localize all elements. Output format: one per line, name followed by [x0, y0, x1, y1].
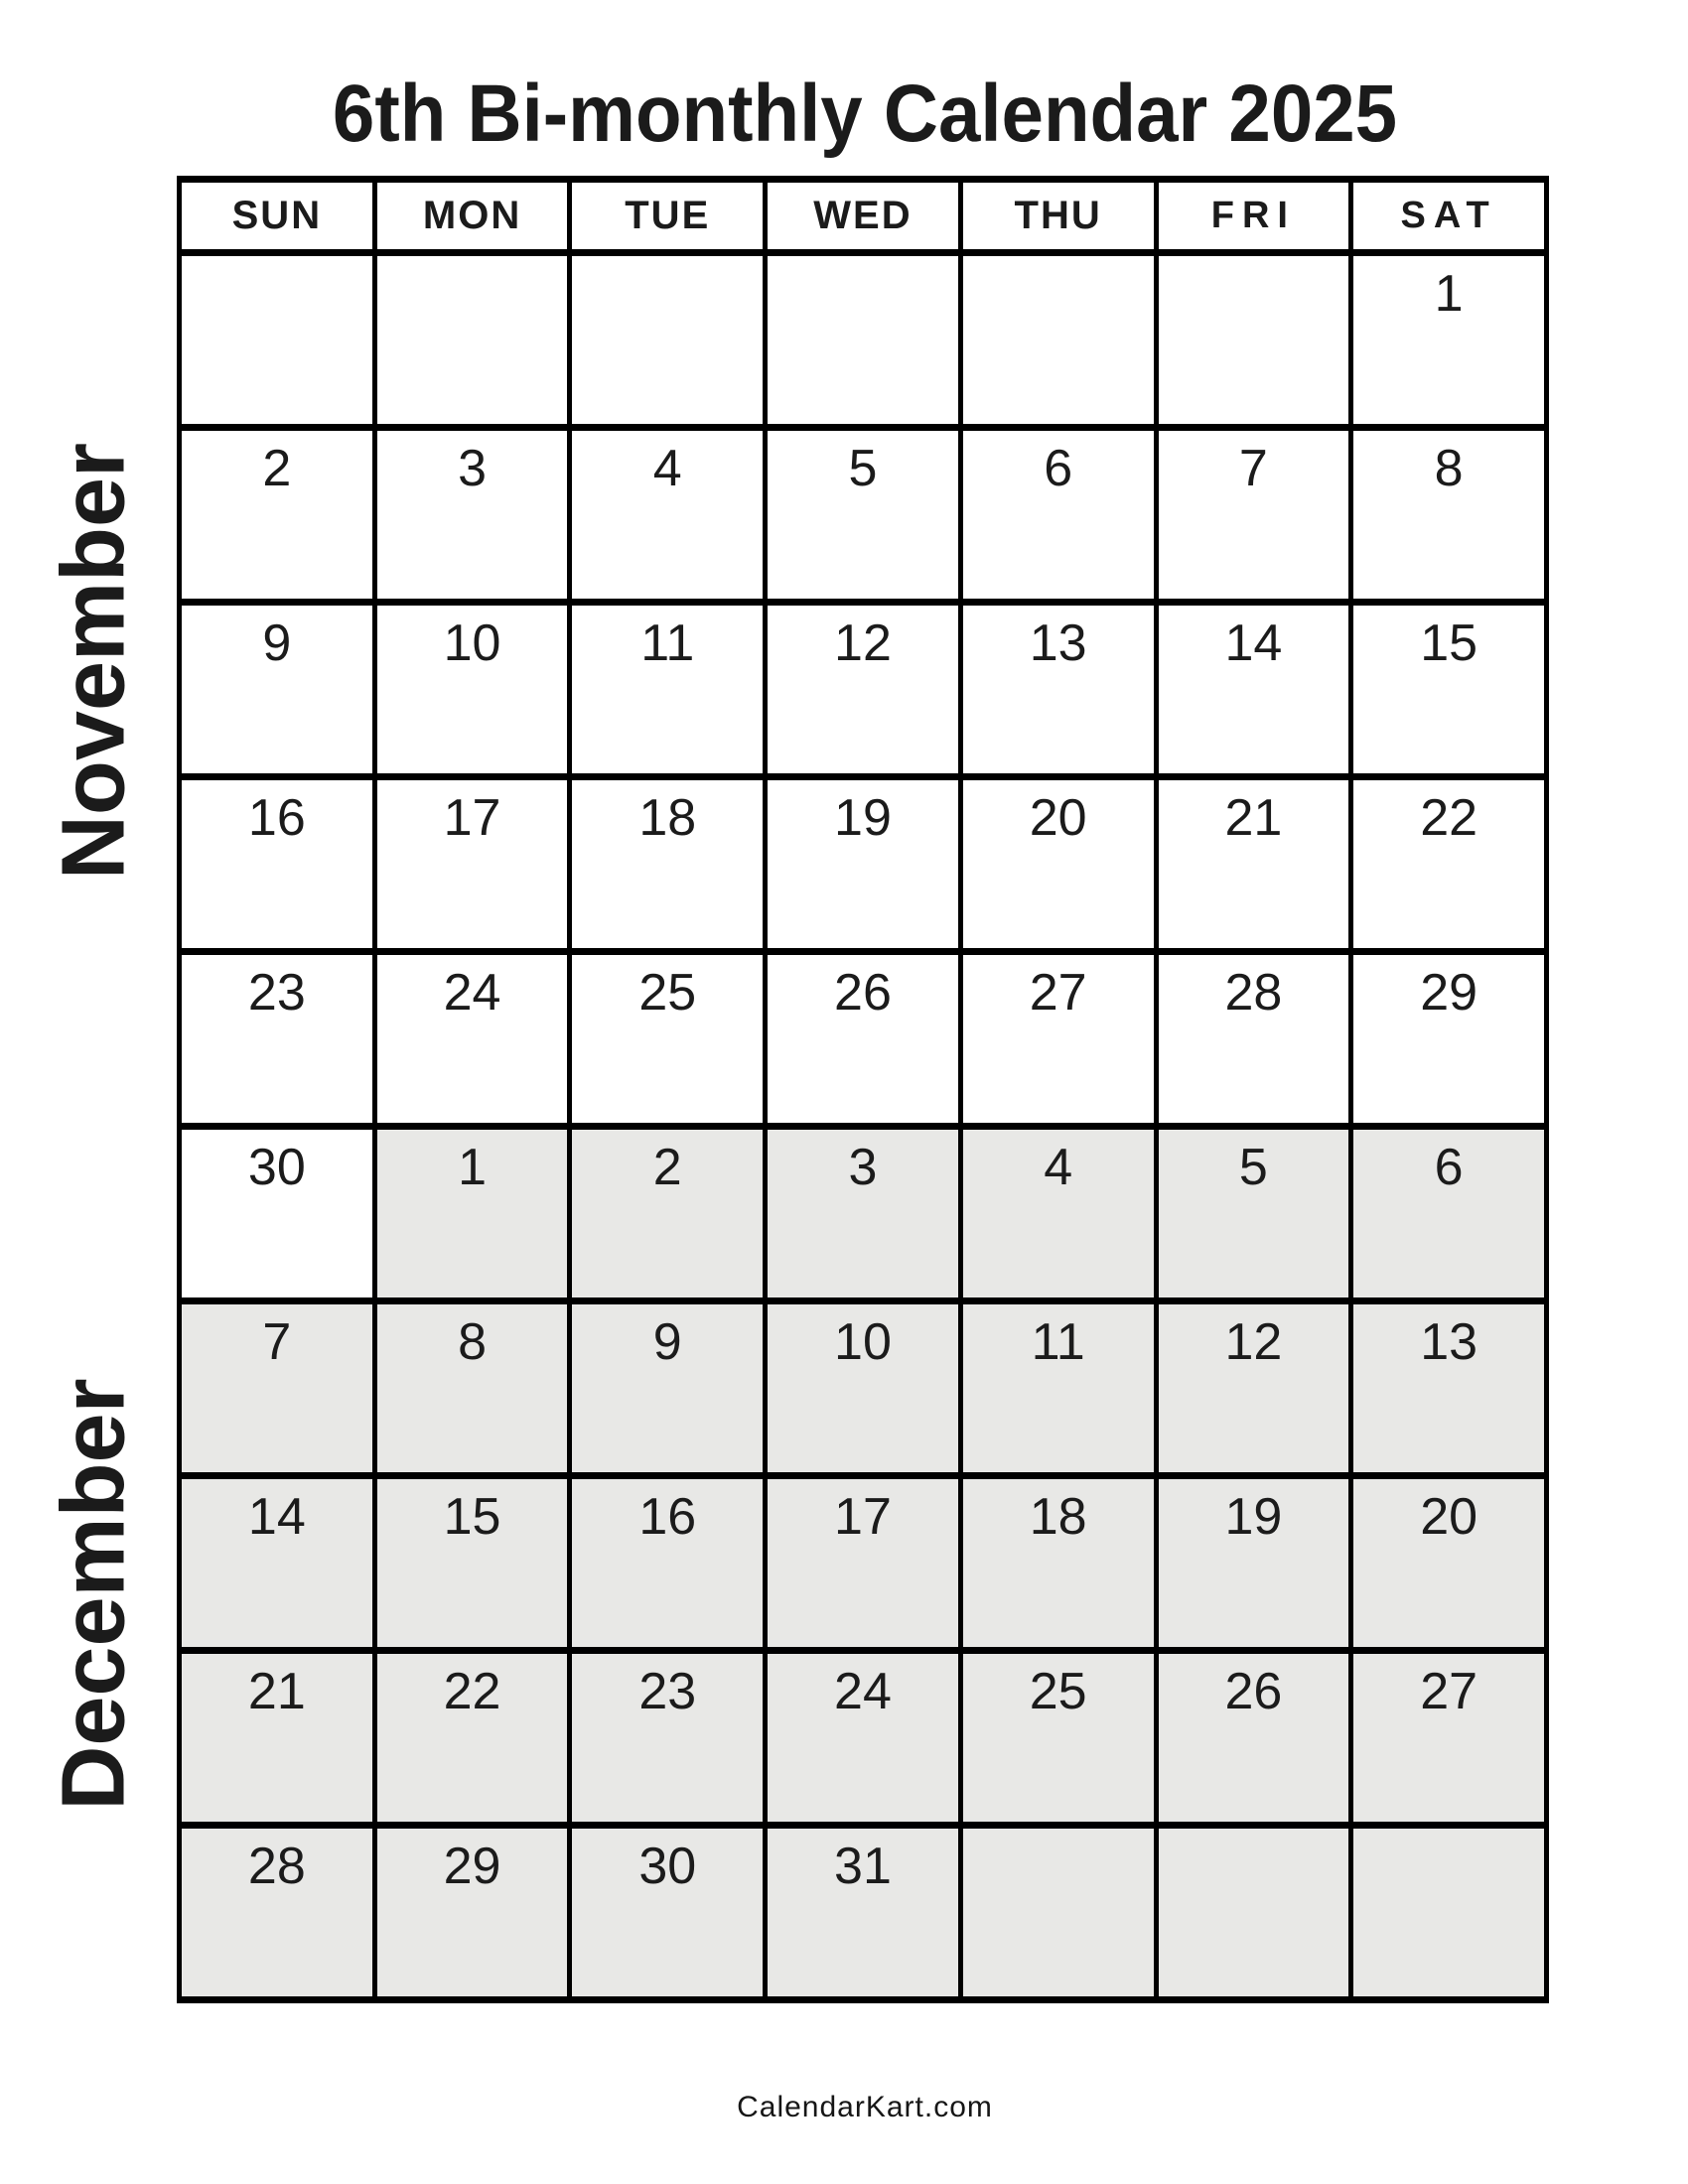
day-cell-dec-3: 3: [766, 1127, 961, 1301]
calendar-week-row: [180, 777, 1547, 952]
calendar-week-row: [180, 1826, 1547, 2000]
footer-watermark: CalendarKart.com: [737, 2091, 993, 2123]
day-cell-dec-29: 29: [374, 1826, 570, 2000]
day-cell-nov-26: 26: [766, 952, 961, 1127]
day-cell-dec-10: 10: [766, 1301, 961, 1476]
day-cell-dec-25: 25: [960, 1651, 1156, 1826]
day-cell-dec-15: 15: [374, 1476, 570, 1651]
day-cell-dec-13: 13: [1351, 1301, 1547, 1476]
day-cell-nov-11: 11: [570, 603, 766, 777]
day-cell-dec-27: 27: [1351, 1651, 1547, 1826]
day-cell-dec-22: 22: [374, 1651, 570, 1826]
day-cell-dec-17: 17: [766, 1476, 961, 1651]
day-cell-dec-16: 16: [570, 1476, 766, 1651]
day-cell-dec-8: 8: [374, 1301, 570, 1476]
day-cell-empty: [570, 253, 766, 428]
day-cell-nov-6: 6: [960, 428, 1156, 603]
weekday-header-sat: SAT: [1351, 180, 1547, 253]
day-cell-nov-10: 10: [374, 603, 570, 777]
calendar-week-row: [180, 603, 1547, 777]
weekday-header-sun: SUN: [180, 180, 375, 253]
day-cell-dec-19: 19: [1156, 1476, 1351, 1651]
day-cell-nov-7: 7: [1156, 428, 1351, 603]
day-cell-dec-5: 5: [1156, 1127, 1351, 1301]
day-cell-nov-29: 29: [1351, 952, 1547, 1127]
day-cell-nov-9: 9: [180, 603, 375, 777]
day-cell-empty: [960, 1826, 1156, 2000]
day-cell-nov-22: 22: [1351, 777, 1547, 952]
day-cell-empty: [766, 253, 961, 428]
day-cell-nov-21: 21: [1156, 777, 1351, 952]
day-cell-nov-14: 14: [1156, 603, 1351, 777]
weekday-header-thu: THU: [960, 180, 1156, 253]
day-cell-dec-28: 28: [180, 1826, 375, 2000]
day-cell-nov-4: 4: [570, 428, 766, 603]
day-cell-empty: [374, 253, 570, 428]
calendar-body: [180, 253, 1547, 2000]
calendar-week-row: [180, 428, 1547, 603]
calendar-week-row: [180, 1127, 1547, 1301]
page-title: 6th Bi-monthly Calendar 2025: [332, 68, 1398, 159]
day-cell-nov-15: 15: [1351, 603, 1547, 777]
calendar-header: [180, 180, 1547, 253]
day-cell-nov-3: 3: [374, 428, 570, 603]
day-cell-nov-12: 12: [766, 603, 961, 777]
day-cell-dec-1: 1: [374, 1127, 570, 1301]
day-cell-nov-13: 13: [960, 603, 1156, 777]
weekday-header-fri: FRI: [1156, 180, 1351, 253]
day-cell-dec-7: 7: [180, 1301, 375, 1476]
day-cell-dec-24: 24: [766, 1651, 961, 1826]
calendar-grid: [177, 176, 1549, 2003]
day-cell-dec-26: 26: [1156, 1651, 1351, 1826]
day-cell-nov-16: 16: [180, 777, 375, 952]
day-cell-nov-1: 1: [1351, 253, 1547, 428]
day-cell-dec-4: 4: [960, 1127, 1156, 1301]
day-cell-nov-27: 27: [960, 952, 1156, 1127]
day-cell-dec-23: 23: [570, 1651, 766, 1826]
calendar-week-row: [180, 952, 1547, 1127]
day-cell-nov-2: 2: [180, 428, 375, 603]
day-cell-nov-5: 5: [766, 428, 961, 603]
day-cell-dec-20: 20: [1351, 1476, 1547, 1651]
day-cell-empty: [960, 253, 1156, 428]
day-cell-nov-30: 30: [180, 1127, 375, 1301]
day-cell-nov-28: 28: [1156, 952, 1351, 1127]
day-cell-dec-30: 30: [570, 1826, 766, 2000]
day-cell-dec-2: 2: [570, 1127, 766, 1301]
day-cell-nov-18: 18: [570, 777, 766, 952]
day-cell-empty: [1156, 1826, 1351, 2000]
day-cell-dec-14: 14: [180, 1476, 375, 1651]
calendar-week-row: [180, 1476, 1547, 1651]
weekday-header-mon: MON: [374, 180, 570, 253]
day-cell-dec-11: 11: [960, 1301, 1156, 1476]
day-cell-dec-18: 18: [960, 1476, 1156, 1651]
day-cell-dec-6: 6: [1351, 1127, 1547, 1301]
month-label-november: November: [44, 442, 144, 881]
day-cell-dec-9: 9: [570, 1301, 766, 1476]
day-cell-nov-8: 8: [1351, 428, 1547, 603]
day-cell-dec-31: 31: [766, 1826, 961, 2000]
day-cell-nov-24: 24: [374, 952, 570, 1127]
day-cell-nov-17: 17: [374, 777, 570, 952]
calendar-week-row: [180, 1301, 1547, 1476]
weekday-header-wed: WED: [766, 180, 961, 253]
day-cell-empty: [1156, 253, 1351, 428]
day-cell-empty: [180, 253, 375, 428]
calendar-week-row: [180, 253, 1547, 428]
weekday-header-tue: TUE: [570, 180, 766, 253]
day-cell-dec-21: 21: [180, 1651, 375, 1826]
day-cell-nov-25: 25: [570, 952, 766, 1127]
day-cell-dec-12: 12: [1156, 1301, 1351, 1476]
day-cell-empty: [1351, 1826, 1547, 2000]
weekday-header-row: [180, 180, 1547, 253]
day-cell-nov-23: 23: [180, 952, 375, 1127]
day-cell-nov-20: 20: [960, 777, 1156, 952]
calendar-week-row: [180, 1651, 1547, 1826]
day-cell-nov-19: 19: [766, 777, 961, 952]
month-label-december: December: [44, 1378, 144, 1811]
